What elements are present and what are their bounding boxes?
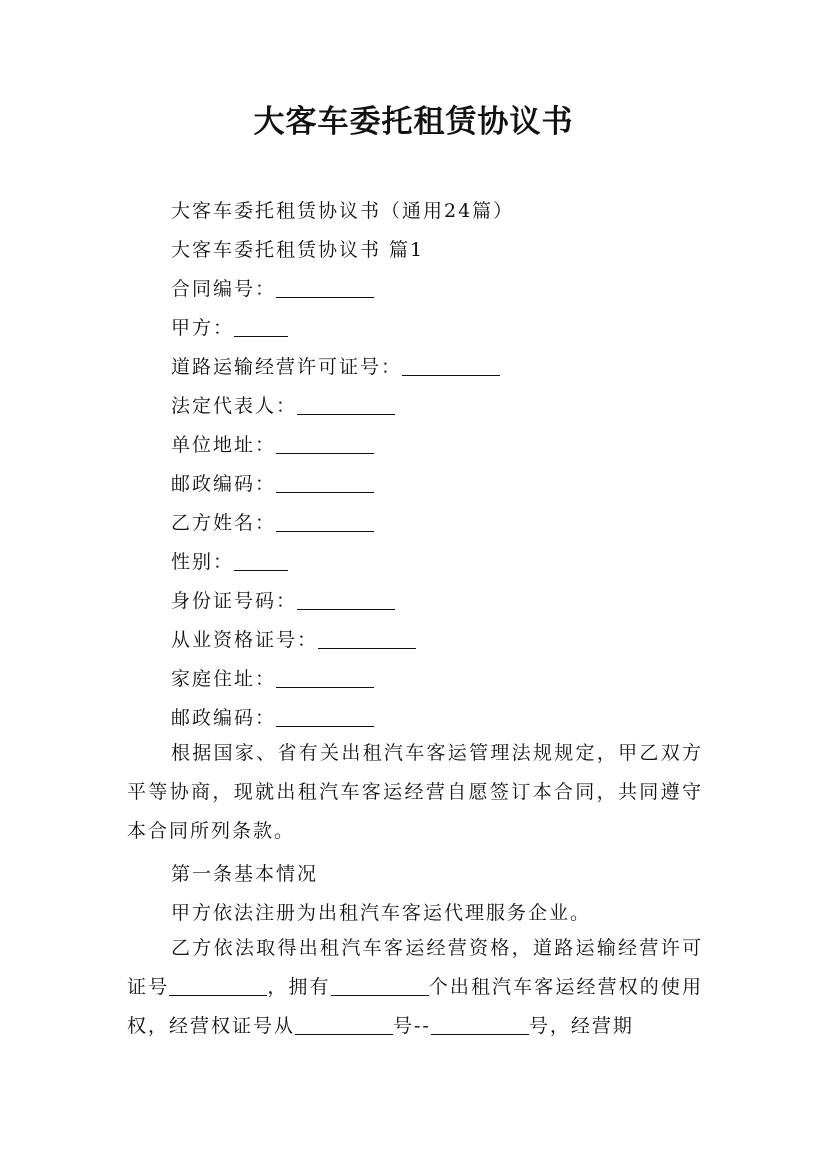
field-label: 道路运输经营许可证号： [171,356,403,378]
field-party-b-name [171,508,374,538]
blank-line [295,1014,393,1035]
paragraph-party-b [127,929,703,1046]
field-company-address [171,430,374,460]
blank-line [276,511,374,532]
blank-line [331,975,429,996]
intro-paragraph: 根据国家、省有关出租汽车客运管理法规规定，甲乙双方平等协商，现就出租汽车客运经营自愿签订本合同，共同遵守本合同所列条款。 [127,742,703,842]
field-label: 单位地址： [171,434,277,456]
field-label: 甲方： [171,317,235,339]
field-home-address [171,664,374,694]
field-postal-code-a [171,469,374,499]
text-run: ，拥有 [267,976,331,998]
field-postal-code-b [171,703,374,733]
field-qualification-number [171,625,416,655]
blank-line [276,472,374,493]
field-license-number [171,352,500,382]
blank-line [297,589,395,610]
blank-line [431,1014,529,1035]
chapter-heading: 大客车委托租赁协议书 篇1 [171,239,425,261]
blank-line [234,316,288,337]
blank-line [276,277,374,298]
blank-line [276,667,374,688]
blank-line [276,433,374,454]
paragraph-party-a: 甲方依法注册为出租汽车客运代理服务企业。 [171,902,592,924]
text-run: 乙方依法取得出租汽车客运经营资格，道路运输经营许可证号 [127,937,703,998]
field-label: 性别： [171,551,235,573]
field-legal-representative [171,391,395,421]
blank-line [297,394,395,415]
document-subtitle: 大客车委托租赁协议书（通用24篇） [171,200,515,222]
article-title: 第一条基本情况 [171,863,319,885]
blank-line [318,628,416,649]
field-label: 邮政编码： [171,473,277,495]
blank-line [169,975,267,996]
field-id-number [171,586,395,616]
blank-line [276,706,374,727]
field-label: 合同编号： [171,278,277,300]
text-run: 个出租汽车客运经营权的使用权，经营权证号从 [127,976,703,1037]
text-run: 号-- [393,1015,431,1037]
blank-line [402,355,500,376]
field-label: 家庭住址： [171,668,277,690]
field-label: 从业资格证号： [171,629,319,651]
field-label: 法定代表人： [171,395,298,417]
document-title: 大客车委托租赁协议书 [253,104,574,140]
field-gender [171,547,288,577]
field-label: 身份证号码： [171,590,298,612]
field-party-a [171,313,288,343]
field-contract-number [171,274,374,304]
blank-line [234,550,288,571]
text-run: 号，经营期 [528,1015,634,1037]
field-label: 邮政编码： [171,707,277,729]
field-label: 乙方姓名： [171,512,277,534]
